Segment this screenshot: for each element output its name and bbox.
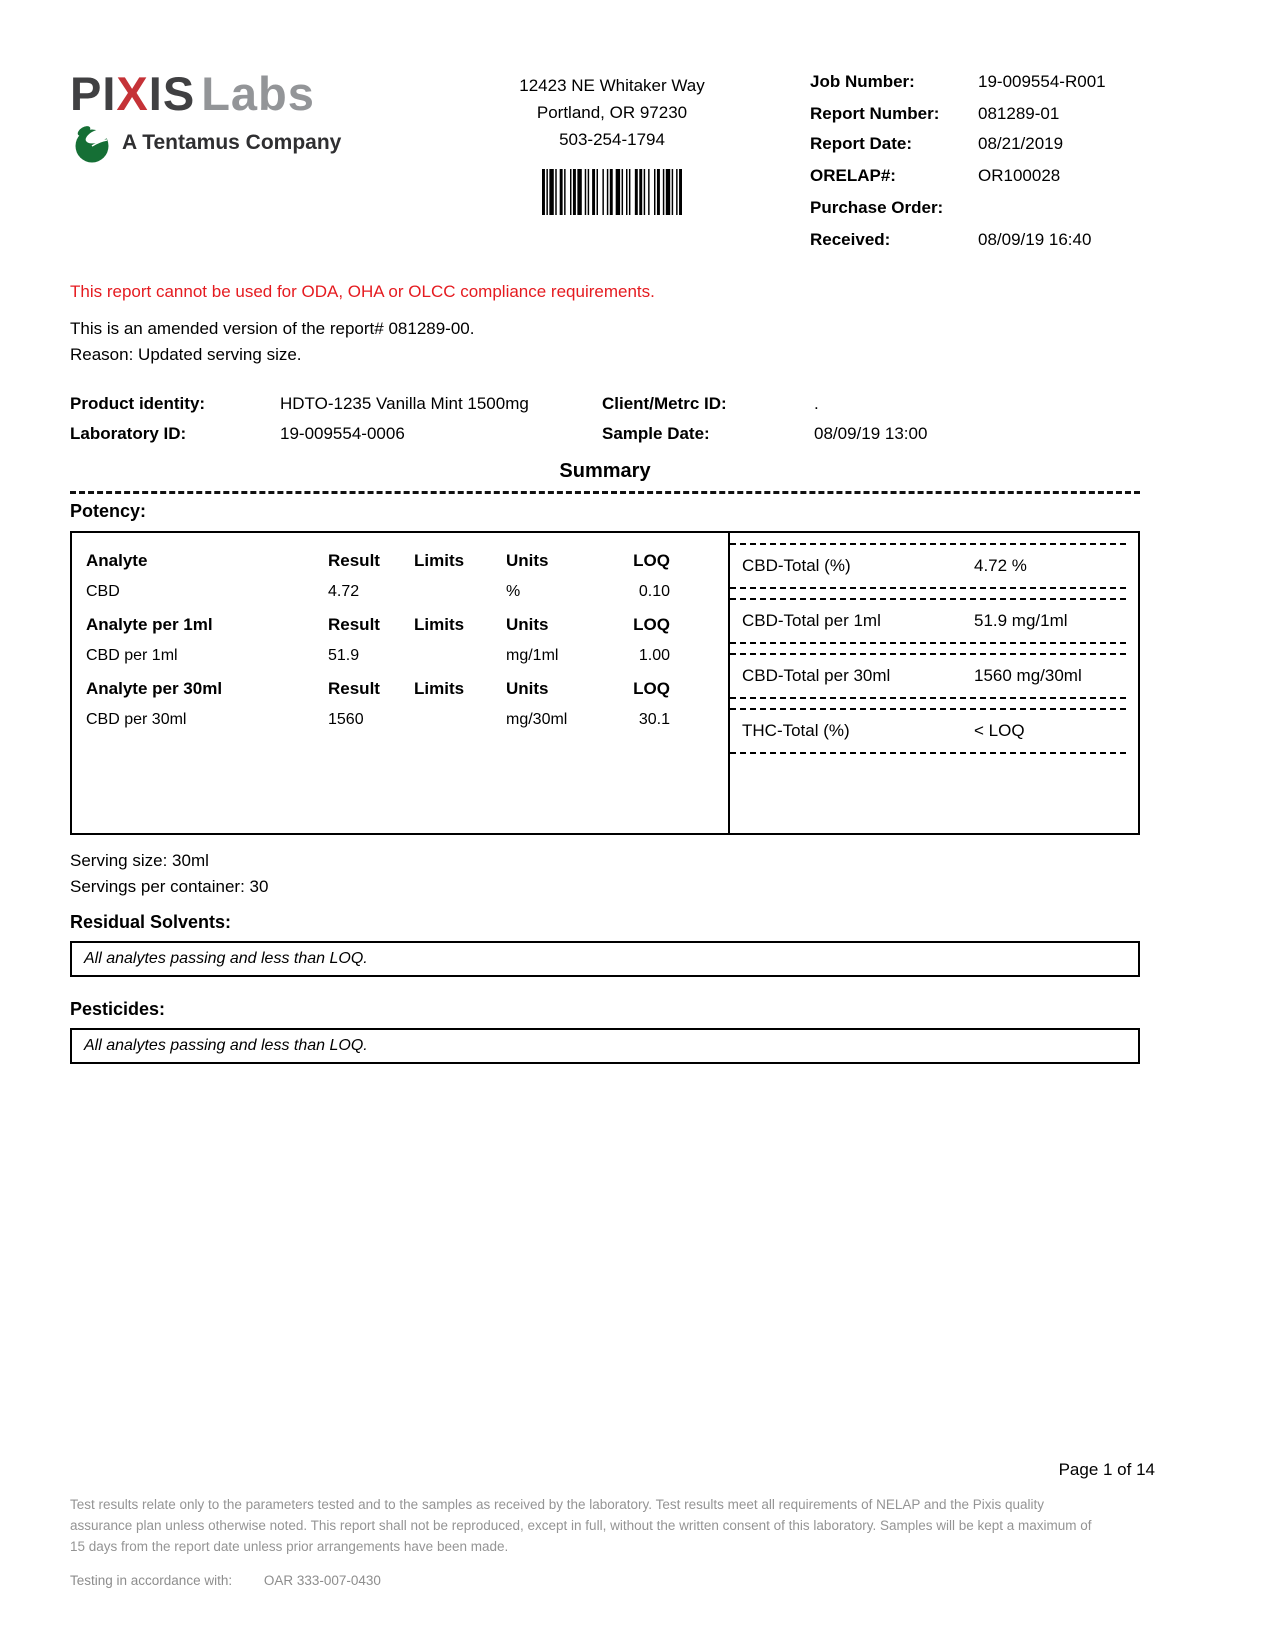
potency-header-row [86,609,728,640]
col-units: Units [506,614,549,634]
potency-group-per-30ml [86,673,728,735]
orelap-value: OR100028 [978,166,1061,185]
logo-tagline-row [70,121,462,165]
col-loq: LOQ [633,678,670,698]
col-limits: Limits [414,550,465,570]
testing-accordance-row [70,1573,1205,1588]
total-row-cbd-per-30ml [730,653,1126,699]
total-value: 4.72 % [974,556,1027,575]
potency-header-row [86,545,728,576]
col-result: Result [328,678,380,698]
job-number-label: Job Number: [810,72,915,91]
potency-group-per-1ml [86,609,728,671]
report-header [70,62,1140,260]
potency-totals [728,533,1138,833]
address-line-phone: 503-254-1794 [559,130,665,149]
logo-part-pi: PI [70,67,117,120]
received-value: 08/09/19 16:40 [978,230,1092,249]
analyte-result: 51.9 [328,646,360,664]
total-label: CBD-Total (%) [742,556,851,575]
potency-table [72,533,728,833]
residual-solvents-heading: Residual Solvents: [70,912,232,932]
col-result: Result [328,614,380,634]
meta-row-received [810,230,1140,250]
barcode [542,169,682,215]
analyte-units: % [506,582,521,600]
logo-wordmark [70,67,462,120]
pesticides-note: All analytes passing and less than LOQ. [70,1028,1140,1064]
residual-solvents-note: All analytes passing and less than LOQ. [70,941,1140,977]
client-metrc-label: Client/Metrc ID: [602,394,727,413]
logo-part-labs: Labs [201,67,315,120]
footer-disclaimer: Test results relate only to the parameters tested and to the samples as received by the laboratory. Test results meet all requirements of NELAP and the Pixis quality assurance plan unless otherwise noted. This report shall not be reproduced, except in full, without the written consent of this laboratory. Samples will be kept a maximum of 15 days from the report date unless prior arrangements have been made. [70,1497,1092,1554]
col-units: Units [506,678,549,698]
col-result: Result [328,550,380,570]
meta-row-purchase-order [810,198,1140,218]
meta-row-report-date [810,134,1140,154]
analyte-loq: 1.00 [638,646,670,664]
analyte-result: 1560 [328,710,364,728]
lab-address-block [462,62,762,215]
total-label: CBD-Total per 30ml [742,666,891,685]
amended-reason: Reason: Updated serving size. [70,345,302,364]
lab-logo [70,62,462,165]
compliance-warning: This report cannot be used for ODA, OHA or OLCC compliance requirements. [70,282,655,301]
laboratory-id-label: Laboratory ID: [70,424,187,443]
col-limits: Limits [414,614,465,634]
potency-header-row [86,673,728,704]
address-line-city: Portland, OR 97230 [536,103,688,122]
analyte-name: CBD per 1ml [86,646,178,664]
summary-divider [70,491,1140,494]
total-row-thc-percent [730,708,1126,754]
analyte-units: mg/1ml [506,646,559,664]
serving-size: Serving size: 30ml [70,851,209,870]
client-metrc-value: . [814,394,819,413]
potency-box [70,531,1140,835]
col-analyte: Analyte per 30ml [86,678,223,698]
meta-row-orelap [810,166,1140,186]
col-limits: Limits [414,678,465,698]
total-label: CBD-Total per 1ml [742,611,881,630]
meta-row-report-number [810,104,1140,124]
total-row-cbd-percent [730,543,1126,589]
col-analyte: Analyte [86,550,148,570]
analyte-name: CBD per 30ml [86,710,187,728]
total-label: THC-Total (%) [742,721,850,740]
summary-title: Summary [559,460,651,482]
amended-notice [70,316,1140,368]
serving-info [70,848,1140,900]
analyte-loq: 0.10 [638,582,670,600]
purchase-order-label: Purchase Order: [810,198,944,217]
report-footer [70,1460,1205,1588]
potency-group-analyte [86,545,728,607]
report-date-label: Report Date: [810,134,913,153]
laboratory-id-value: 19-009554-0006 [280,424,405,443]
analyte-units: mg/30ml [506,710,568,728]
logo-part-is: IS [148,67,196,120]
total-value: < LOQ [974,721,1025,740]
analyte-result: 4.72 [328,582,360,600]
col-loq: LOQ [633,550,670,570]
meta-row-job-number [810,72,1140,92]
col-loq: LOQ [633,614,670,634]
report-meta [762,62,1140,260]
table-row-cbd [86,576,728,607]
received-label: Received: [810,230,891,249]
sample-info [70,394,1140,444]
tentamus-leaf-icon [70,121,114,165]
address-line-street: 12423 NE Whitaker Way [519,76,705,95]
table-row-cbd-per-30ml [86,704,728,735]
total-value: 51.9 mg/1ml [974,611,1068,630]
job-number-value: 19-009554-R001 [978,72,1106,91]
product-identity-value: HDTO-1235 Vanilla Mint 1500mg [280,394,529,413]
report-number-label: Report Number: [810,104,940,123]
analyte-loq: 30.1 [638,710,670,728]
report-date-value: 08/21/2019 [978,134,1064,153]
analyte-name: CBD [86,582,120,600]
col-units: Units [506,550,549,570]
sample-date-label: Sample Date: [602,424,710,443]
report-number-value: 081289-01 [978,104,1060,123]
sample-date-value: 08/09/19 13:00 [814,424,928,443]
testing-accordance-value: OAR 333-007-0430 [263,1573,381,1588]
amended-line: This is an amended version of the report# 081289-00. [70,319,475,338]
potency-heading: Potency: [70,501,147,521]
logo-tagline: A Tentamus Company [122,131,342,154]
logo-part-x: X [116,67,149,120]
total-row-cbd-per-1ml [730,598,1126,644]
total-value: 1560 mg/30ml [974,666,1082,685]
orelap-label: ORELAP#: [810,166,896,185]
page-number: Page 1 of 14 [1058,1460,1155,1479]
product-identity-label: Product identity: [70,394,206,413]
col-analyte: Analyte per 1ml [86,614,213,634]
testing-accordance-label: Testing in accordance with: [70,1573,233,1588]
servings-per-container: Servings per container: 30 [70,877,269,896]
pesticides-heading: Pesticides: [70,999,166,1019]
table-row-cbd-per-1ml [86,640,728,671]
